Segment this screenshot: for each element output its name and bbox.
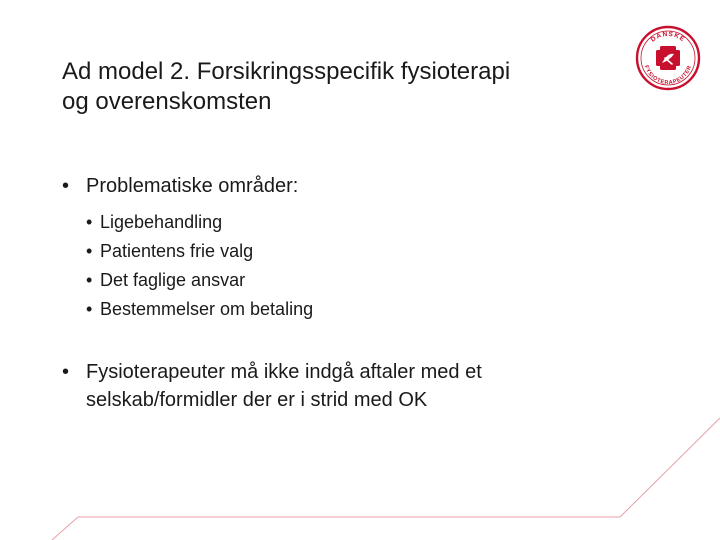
bullet-dot: • <box>62 175 70 197</box>
slide-title-line-1: Ad model 2. Forsikringsspecifik fysioterapi <box>62 58 511 85</box>
svg-text:FYSIOTERAPEUTER: FYSIOTERAPEUTER <box>642 64 694 87</box>
slide-title-line-2: og overenskomsten <box>62 88 272 115</box>
sub-bullet-item <box>86 295 662 324</box>
sub-bullet-item <box>86 237 662 266</box>
bullet-dot: • <box>86 299 93 319</box>
sub-bullet-text: Bestemmelser om betaling <box>100 299 314 319</box>
sub-bullet-list <box>62 208 662 324</box>
danske-fysioterapeuter-logo-icon <box>632 22 704 94</box>
bullet-dot: • <box>62 361 70 383</box>
sub-bullet-item <box>86 266 662 295</box>
bullet-agreements <box>62 358 622 414</box>
bullet-text: Problematiske områder: <box>86 175 299 197</box>
bullet-text: Fysioterapeuter må ikke indgå aftaler med et selskab/formidler der er i strid med OK <box>86 361 482 411</box>
sub-bullet-text: Det faglige ansvar <box>100 270 246 290</box>
bullet-list <box>62 172 662 324</box>
sub-bullet-item <box>86 208 662 237</box>
bullet-problematic-areas <box>62 172 662 200</box>
bullet-dot: • <box>86 241 93 261</box>
svg-text:DANSKE: DANSKE <box>649 30 687 44</box>
slide-title <box>62 57 622 117</box>
sub-bullet-text: Patientens frie valg <box>100 241 254 261</box>
bullet-dot: • <box>86 270 93 290</box>
sub-bullet-text: Ligebehandling <box>100 212 223 232</box>
bullet-dot: • <box>86 212 93 232</box>
